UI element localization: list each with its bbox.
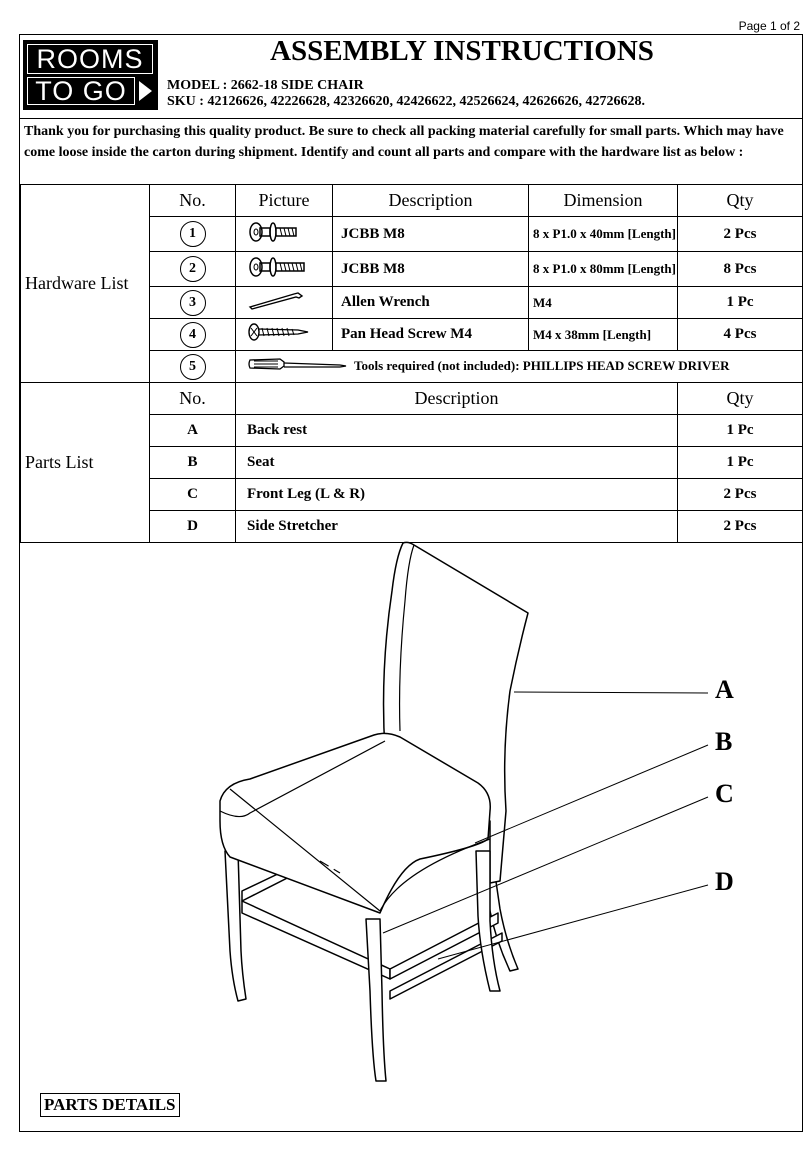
parts-header-description: Description: [236, 383, 678, 415]
bolt-washer-icon: [236, 252, 333, 287]
item-description: JCBB M8: [333, 252, 529, 287]
item-number: 3: [180, 290, 206, 316]
item-dimension: M4 x 38mm [Length]: [529, 319, 678, 351]
hardware-header-row: [21, 185, 803, 217]
part-qty: 2 Pcs: [678, 479, 803, 511]
item-dimension: 8 x P1.0 x 40mm [Length]: [529, 217, 678, 252]
part-qty: 1 Pc: [678, 415, 803, 447]
item-description: Allen Wrench: [333, 287, 529, 319]
logo-arrow-icon: [139, 81, 152, 101]
screw-icon: [236, 319, 333, 351]
callout-b: B: [715, 727, 733, 756]
item-number: 2: [180, 256, 206, 282]
item-qty: 8 Pcs: [678, 252, 803, 287]
rooms-to-go-logo: [23, 40, 158, 110]
page-number: Page 1 of 2: [738, 19, 800, 33]
part-qty: 1 Pc: [678, 447, 803, 479]
parts-list-label: Parts List: [21, 383, 150, 543]
logo-line-2: TO GO: [27, 77, 135, 105]
header-no: No.: [150, 185, 236, 217]
bolt-washer-icon: [236, 217, 333, 252]
parts-header-qty: Qty: [678, 383, 803, 415]
chair-diagram: [20, 521, 802, 1131]
part-description: Side Stretcher: [236, 511, 678, 543]
item-description: JCBB M8: [333, 217, 529, 252]
callout-c: C: [715, 779, 734, 808]
intro-text: Thank you for purchasing this quality product. Be sure to check all packing material carefully for small parts. Which may have come loose inside the carton during shipment. Identify and count all parts and compare with the hardware list as below :: [24, 124, 784, 160]
item-description: Pan Head Screw M4: [333, 319, 529, 351]
screwdriver-icon: [248, 356, 350, 377]
hardware-parts-table: [20, 184, 803, 543]
part-letter: A: [150, 415, 236, 447]
allen-wrench-icon: [236, 287, 333, 319]
parts-header-no: No.: [150, 383, 236, 415]
part-letter: C: [150, 479, 236, 511]
callout-d: D: [715, 867, 734, 896]
item-qty: 1 Pc: [678, 287, 803, 319]
part-description: Seat: [236, 447, 678, 479]
part-qty: 2 Pcs: [678, 511, 803, 543]
callout-a: A: [715, 675, 734, 704]
header-qty: Qty: [678, 185, 803, 217]
model-line: MODEL : 2662-18 SIDE CHAIR: [167, 78, 364, 93]
page-title: ASSEMBLY INSTRUCTIONS: [270, 35, 654, 67]
chair-illustration: [20, 521, 802, 1131]
parts-header-row: [21, 383, 803, 415]
header-dimension: Dimension: [529, 185, 678, 217]
hardware-list-label: Hardware List: [21, 185, 150, 383]
tools-required-note: Tools required (not included): PHILLIPS HEAD SCREW DRIVER: [354, 358, 730, 374]
part-letter: B: [150, 447, 236, 479]
part-letter: D: [150, 511, 236, 543]
item-dimension: 8 x P1.0 x 80mm [Length]: [529, 252, 678, 287]
item-number: 5: [180, 354, 206, 380]
sku-line: SKU : 42126626, 42226628, 42326620, 42426622, 42526624, 42626626, 42726628.: [167, 94, 645, 109]
header: [20, 35, 802, 119]
document-frame: [19, 34, 803, 1132]
item-qty: 4 Pcs: [678, 319, 803, 351]
header-picture: Picture: [236, 185, 333, 217]
item-number: 1: [180, 221, 206, 247]
item-dimension: M4: [529, 287, 678, 319]
parts-details-label: PARTS DETAILS: [40, 1093, 180, 1117]
part-description: Front Leg (L & R): [236, 479, 678, 511]
item-qty: 2 Pcs: [678, 217, 803, 252]
logo-line-1: ROOMS: [27, 44, 153, 74]
header-description: Description: [333, 185, 529, 217]
part-description: Back rest: [236, 415, 678, 447]
item-number: 4: [180, 322, 206, 348]
